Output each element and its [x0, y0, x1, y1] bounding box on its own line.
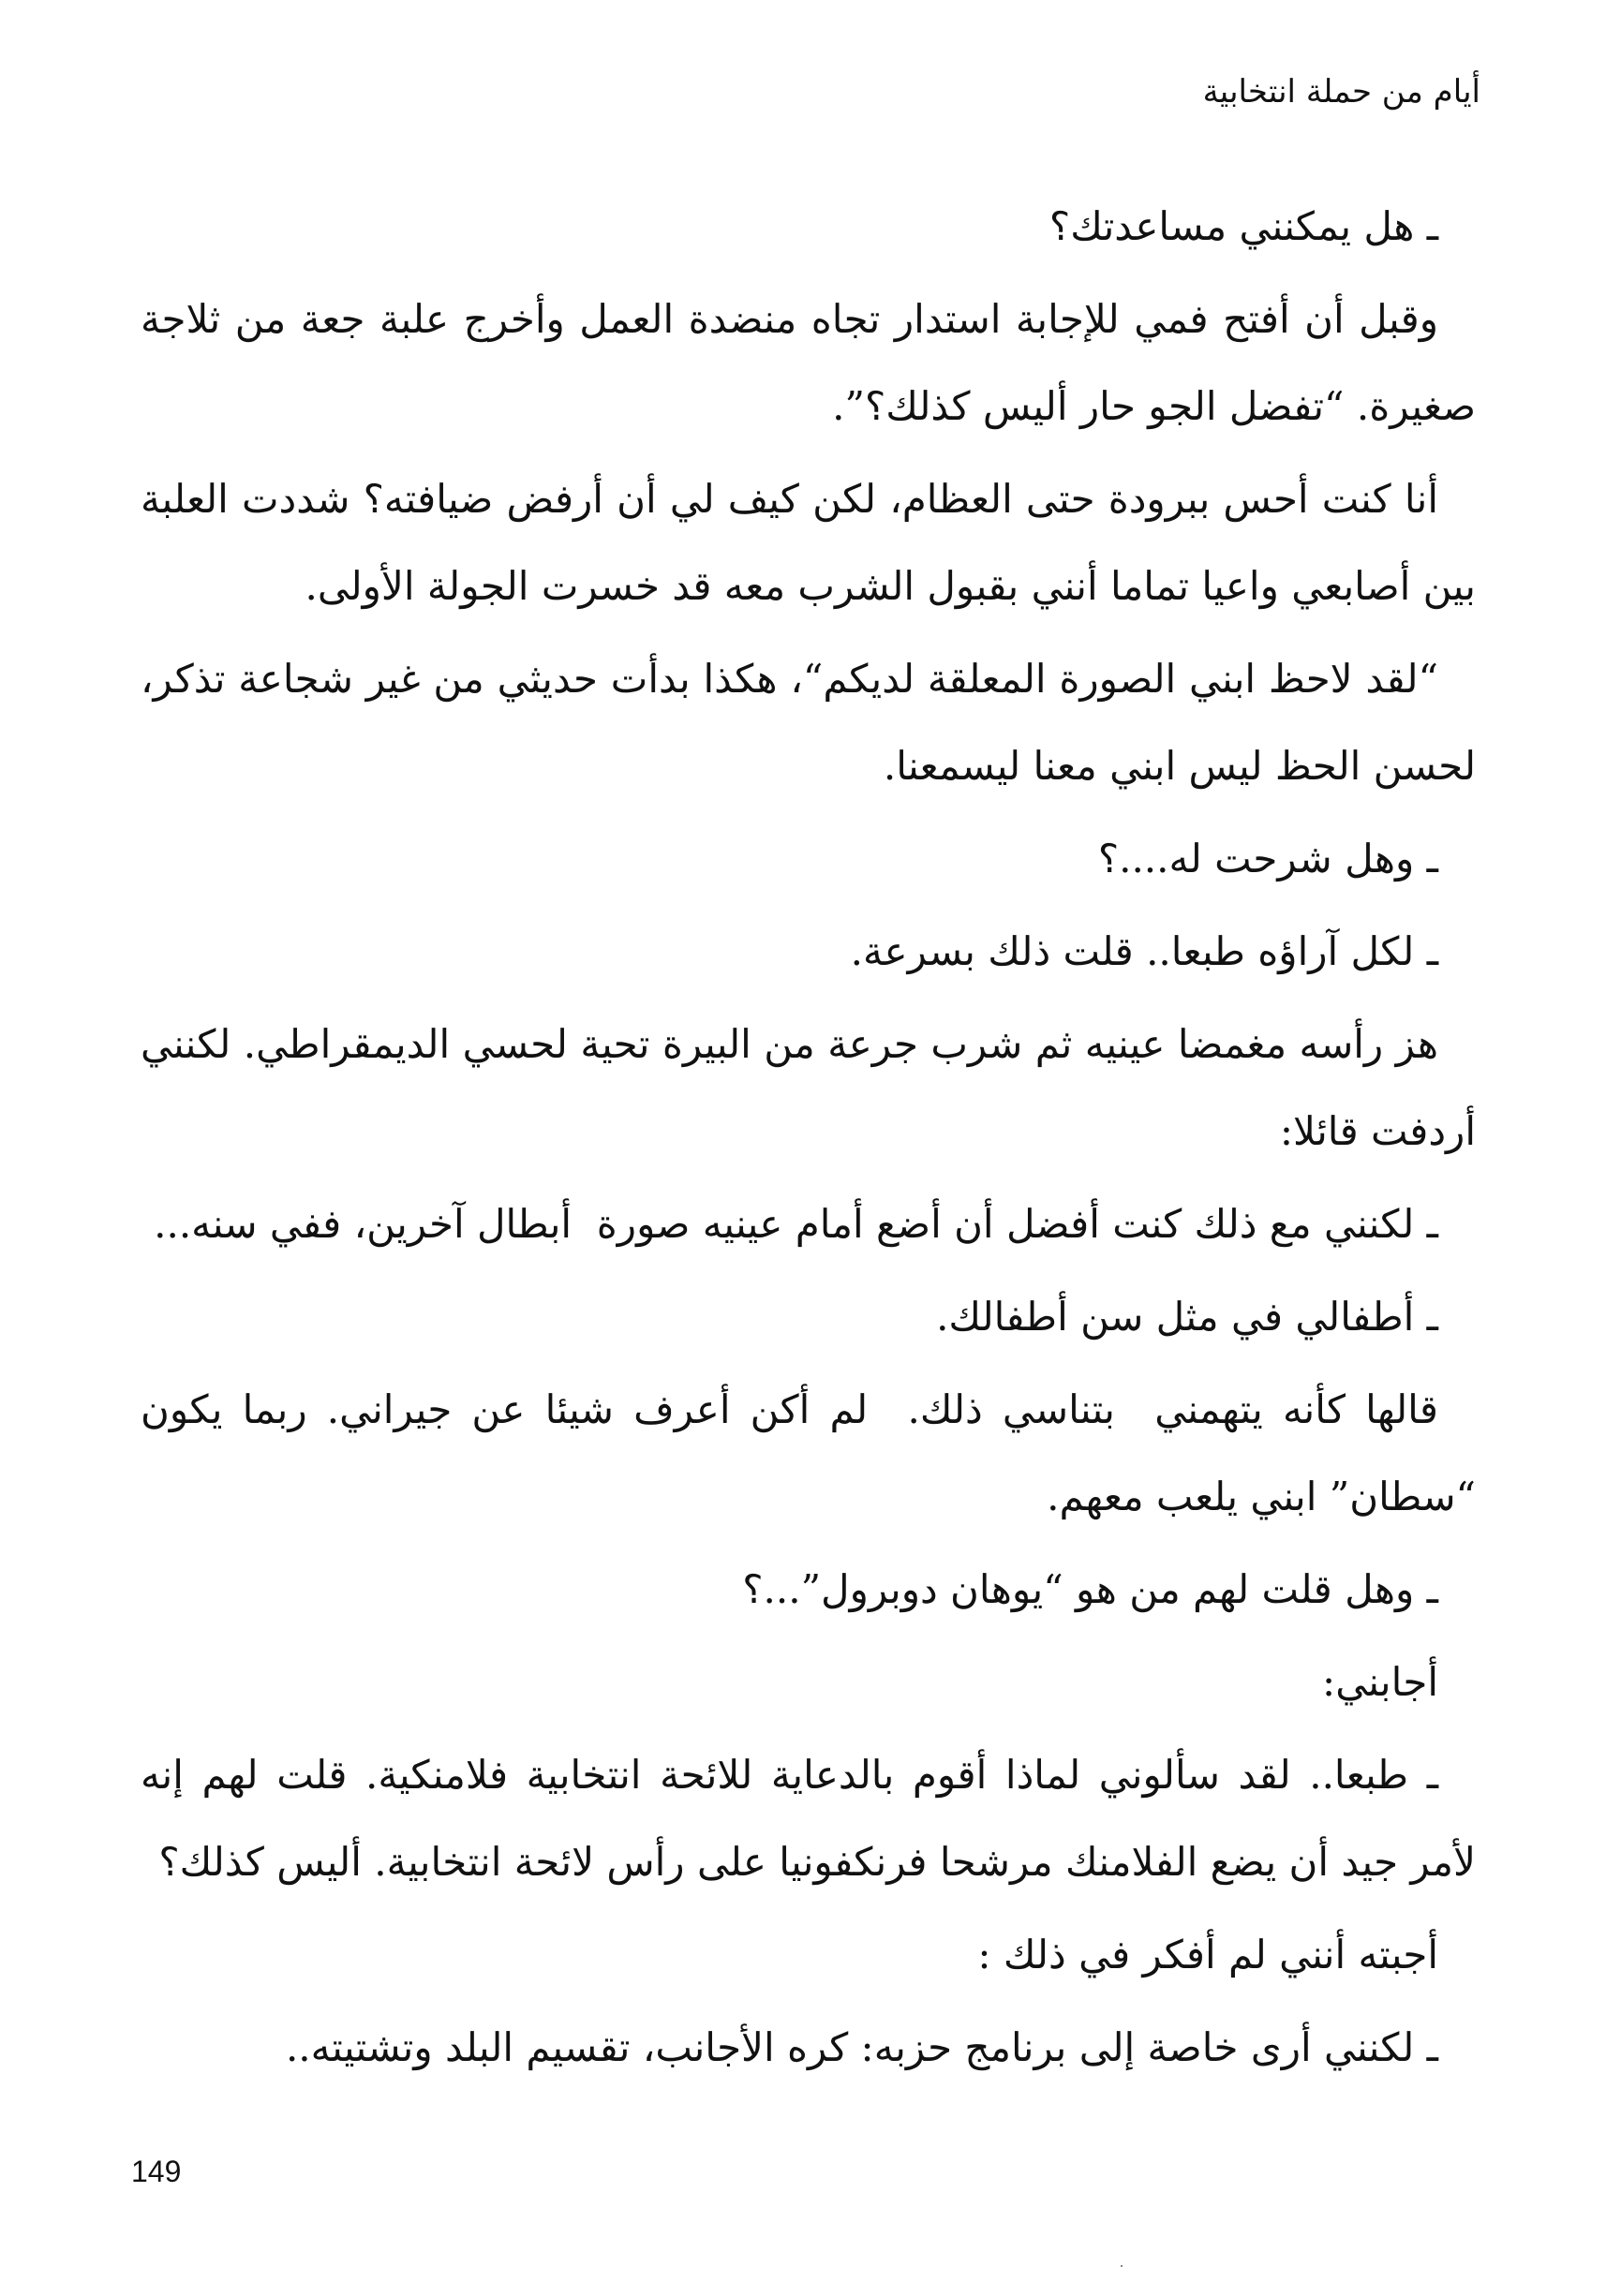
- paragraph: هز رأسه مغمضا عينيه ثم شرب جرعة من البيرة تحية لحسي الديمقراطي. لكنني أردفت قائلا:: [127, 1021, 1476, 1154]
- paragraph: ـ لكنني أرى خاصة إلى برنامج حزبه: كره الأجانب، تقسيم البلد وتشتيته..: [285, 2024, 1438, 2070]
- paragraph: أجابني:: [1322, 1659, 1438, 1705]
- paragraph: وقبل أن أفتح فمي للإجابة استدار تجاه منضدة العمل وأخرج علبة جعة من ثلاجة صغيرة. “تفضل الجو حار أليس كذلك؟”.: [127, 296, 1476, 429]
- paragraph: ـ وهل شرحت له....؟: [1097, 836, 1438, 881]
- paragraph: ـ لكل آراؤه طبعا.. قلت ذلك بسرعة.: [850, 928, 1438, 974]
- page-number: 149: [131, 2155, 182, 2188]
- paragraph: أجبته أنني لم أفكر في ذلك :: [977, 1932, 1438, 1978]
- paragraph: ـ أطفالي في مثل سن أطفالك.: [936, 1294, 1438, 1340]
- paragraph: ـ هل يمكنني مساعدتك؟: [1048, 203, 1438, 249]
- paragraph: أنا كنت أحس ببرودة حتى العظام، لكن كيف لي أن أرفض ضيافته؟ شددت العلبة بين أصابعي واعيا تماما أنني بقبول الشرب معه قد خسرت الجولة الأولى.: [127, 476, 1476, 609]
- paragraph: ـ وهل قلت لهم من هو “يوهان دوبرول”...؟: [742, 1566, 1438, 1612]
- body-text: [127, 183, 1476, 2096]
- scan-speck: [1121, 2265, 1123, 2267]
- paragraph: ـ طبعا.. لقد سألوني لماذا أقوم بالدعاية للائحة انتخابية فلامنكية. قلت لهم إنه لأمر جيد أن يضع الفلامنك مرشحا فرنكفونيا على رأس لائحة انتخابية. أليس كذلك؟: [127, 1752, 1476, 1885]
- running-header: أيام من حملة انتخابية: [1202, 73, 1480, 111]
- paragraph: “لقد لاحظ ابني الصورة المعلقة لديكم“، هكذا بدأت حديثي من غير شجاعة تذكر، لحسن الحظ ليس ابني معنا ليسمعنا.: [127, 656, 1476, 789]
- paragraph: قالها كأنه يتهمني بتناسي ذلك. لم أكن أعرف شيئا عن جيراني. ربما يكون “سطان” ابني يلعب معهم.: [127, 1386, 1476, 1519]
- paragraph: ـ لكنني مع ذلك كنت أفضل أن أضع أمام عينيه صورة أبطال آخرين، ففي سنه...: [154, 1201, 1438, 1247]
